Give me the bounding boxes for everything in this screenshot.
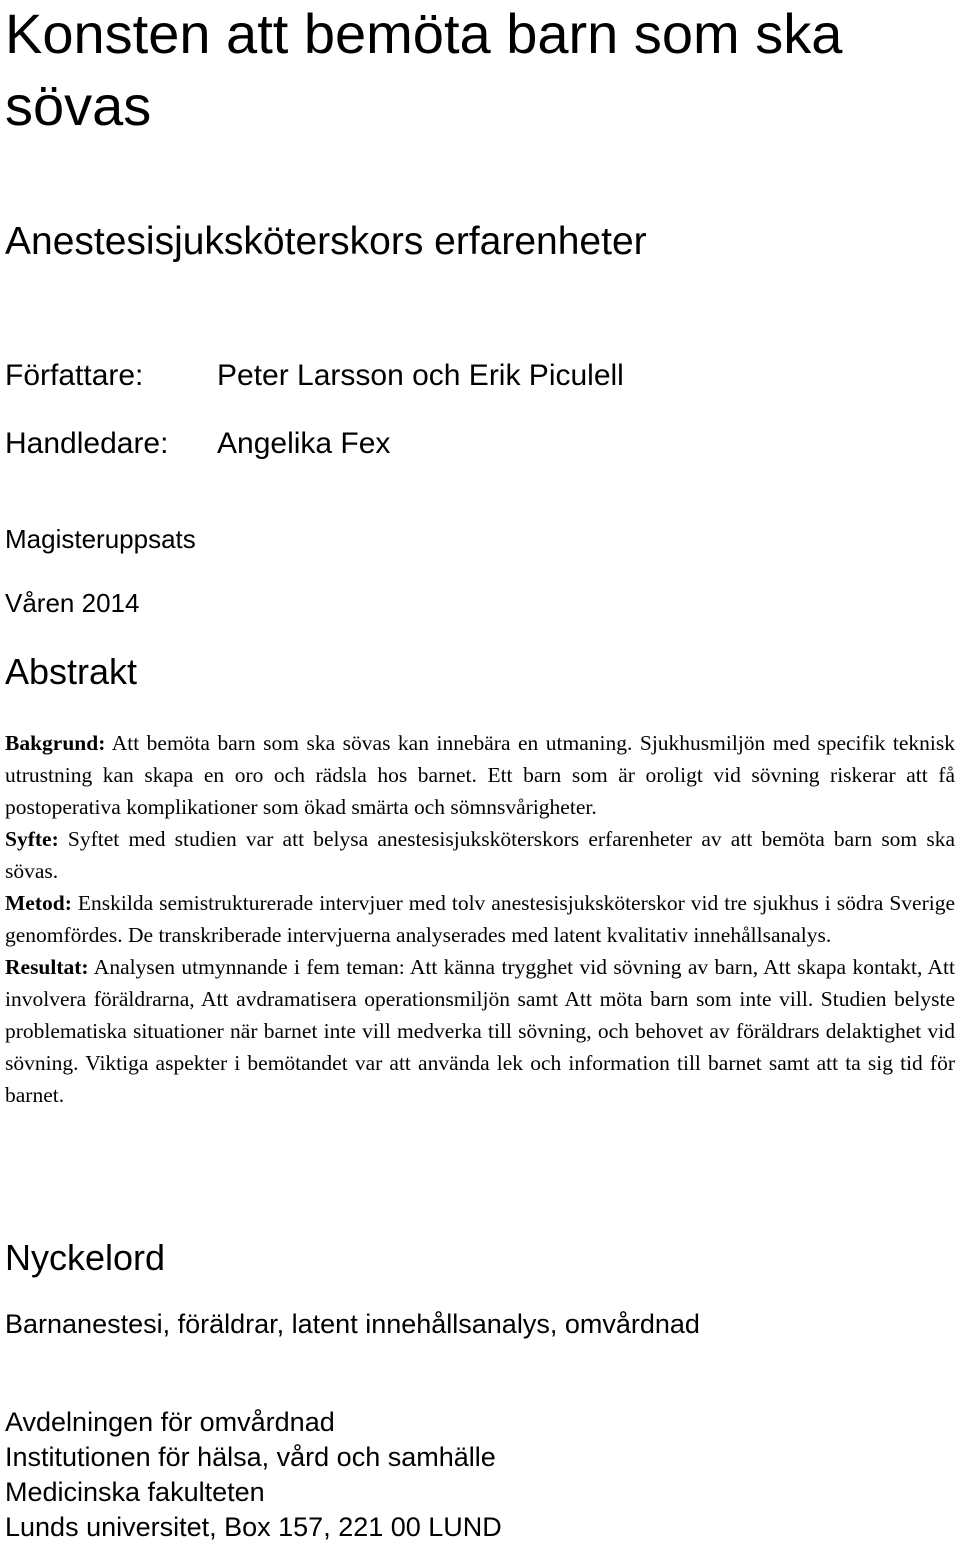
supervisor-row bbox=[5, 425, 390, 463]
aim-text: Syftet med studien var att belysa anestesisjuksköterskors erfarenheter av att bemöta barn som ska sövas. bbox=[5, 827, 955, 883]
keywords-text: Barnanestesi, föräldrar, latent innehållsanalys, omvårdnad bbox=[5, 1309, 700, 1339]
method-label: Metod: bbox=[5, 891, 72, 915]
thesis-type: Magisteruppsats bbox=[5, 524, 196, 554]
page-subtitle: Anestesisjuksköterskors erfarenheter bbox=[5, 220, 647, 263]
authors-value: Peter Larsson och Erik Piculell bbox=[217, 359, 624, 392]
abstract-body bbox=[5, 727, 955, 1111]
keywords-heading: Nyckelord bbox=[5, 1237, 166, 1278]
abstract-results bbox=[5, 951, 955, 1111]
abstract-method bbox=[5, 887, 955, 951]
authors-label: Författare: bbox=[5, 359, 144, 392]
affiliation-department: Avdelningen för omvårdnad bbox=[5, 1407, 335, 1437]
affiliation-faculty: Medicinska fakulteten bbox=[5, 1477, 265, 1507]
affiliation-institution: Institutionen för hälsa, vård och samhälle bbox=[5, 1442, 496, 1472]
method-text: Enskilda semistrukturerade intervjuer med tolv anestesisjuksköterskor vid tre sjukhus i södra Sverige genomfördes. De transkriberade intervjuerna analyserades med latent kvalitativ innehållsanalys. bbox=[5, 891, 955, 947]
supervisor-value: Angelika Fex bbox=[217, 427, 391, 460]
page-title: Konsten att bemöta barn som ska sövas bbox=[5, 2, 843, 137]
thesis-term: Våren 2014 bbox=[5, 588, 140, 618]
aim-label: Syfte: bbox=[5, 827, 59, 851]
background-text: Att bemöta barn som ska sövas kan innebära en utmaning. Sjukhusmiljön med specifik teknisk utrustning kan skapa en oro och rädsla hos barnet. Ett barn som är oroligt vid sövning riskerar att få postoperativa komplikationer som ökad smärta och sömnsvårigheter. bbox=[5, 731, 955, 819]
affiliation-block bbox=[5, 1405, 502, 1545]
results-label: Resultat: bbox=[5, 955, 89, 979]
abstract-heading: Abstrakt bbox=[5, 651, 138, 692]
results-text: Analysen utmynnande i fem teman: Att känna trygghet vid sövning av barn, Att skapa kontakt, Att involvera föräldrarna, Att avdramatisera operationsmiljön samt Att möta barn som inte vill. Studien belyste problematiska situationer när barnet inte vill medverka till sövning, och behovet av föräldrars delaktighet vid sövning. Viktiga aspekter i bemötandet var att använda lek och information till barnet samt att ta sig tid för barnet. bbox=[5, 955, 955, 1107]
abstract-background bbox=[5, 727, 955, 823]
background-label: Bakgrund: bbox=[5, 731, 106, 755]
affiliation-address: Lunds universitet, Box 157, 221 00 LUND bbox=[5, 1512, 502, 1542]
abstract-aim bbox=[5, 823, 955, 887]
supervisor-label: Handledare: bbox=[5, 427, 169, 460]
authors-row bbox=[5, 357, 624, 395]
